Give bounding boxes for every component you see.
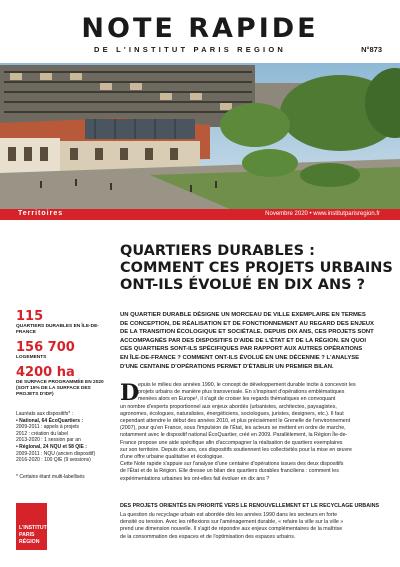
dispositifs-list (16, 411, 116, 464)
body-line: un nombre d'experts proportionnel aux enjeux abordés (urbanistes, architectes, paysagistes, (120, 403, 337, 410)
list-item: 2013-2020 : 1 session par an (16, 437, 81, 444)
body-line: Cette Note rapide s'appuie sur l'analyse d'une centaine d'opérations issues des deux dispositifs (120, 461, 344, 468)
logo-line: RÉGION (19, 539, 40, 545)
dispositifs-heading: Lauréats aux dispositifs* : (16, 411, 73, 417)
urban-district-photo-icon (0, 63, 400, 209)
body-line: France propose une aide spécifique afin d'accompagner la réalisation de quartiers exemplaires (120, 439, 343, 446)
list-item: 2009-2011 : NQU (ancien dispositif) (16, 450, 96, 457)
masthead-subtitle: DE L'INSTITUT PARIS REGION (94, 45, 286, 54)
lead-line: CES QUARTIERS SONT-ILS SPÉCIFIQUES PAR RAPPORT AUX AUTRES OPÉRATIONS (120, 346, 363, 353)
body-line: densité ou tension. Avec les réflexions sur l'aménagement durable, « refaire la ville sur la ville » (120, 519, 344, 526)
logo-line: PARIS (19, 532, 35, 538)
headline-line: QUARTIERS DURABLES : (120, 243, 315, 259)
lead-line: DE LA TRANSITION ÉCOLOGIQUE ET SOCIÉTALE. DEPUIS DIX ANS, CES PROJETS SONT (120, 329, 374, 336)
body-text-2 (120, 512, 385, 541)
body-text (120, 382, 385, 483)
list-item: 2012 : création du label (16, 430, 68, 437)
institut-logo (16, 503, 47, 550)
masthead-title: NOTE RAPIDE (81, 13, 319, 44)
body-line: expérimentations urbaines les ont-elles fait évoluer en dix ans ? (120, 475, 270, 482)
lead-paragraph (120, 311, 382, 371)
headline-line: ONT-ILS ÉVOLUÉ EN DIX ANS ? (120, 277, 366, 293)
footnote: * Certains étant multi-labellisés (16, 474, 85, 480)
body-line: de l'État et de la Région. Elle dresse un bilan des quartiers durables franciliens : comment les (120, 468, 339, 475)
body-line: (2007), pour qu'en France, sous l'impulsion de l'État, les acteurs se mettent en ordre de marche, (120, 425, 346, 432)
list-item: 2009-2011 : appels à projets (16, 424, 80, 431)
body-line: cependant attendre le début des années 2010, et plus précisément le Grenelle de l'environnement (120, 418, 351, 425)
masthead-subline (20, 45, 382, 57)
body-line: prend une dimension nouvelle. Il s'agit de répondre aux enjeux complémentaires de la maîtrise (120, 526, 343, 533)
body-line: La question du recyclage urbain est abordée dès les années 1990 dans les secteurs en forte (120, 512, 338, 518)
key-figures (16, 310, 112, 403)
body-line: agronomes, écologues, naturalistes, énergéticiens, sociologues, juristes, designers, etc.). Il faut (120, 410, 344, 417)
body-line: d'une offre urbaine qualitative et écologique. (120, 454, 224, 461)
stat-value: 156 700 (16, 340, 75, 355)
list-item: • Régional, 24 NQU et 58 QIE : (16, 443, 87, 450)
section-label: Territoires (18, 210, 64, 217)
stat-value: 115 (16, 309, 44, 324)
issue-number: N°873 (361, 45, 382, 54)
stat-label: LOGEMENTS (16, 355, 47, 360)
body-line: epuis le milieu des années 1990, le concept de développement durable incite à concevoir les (138, 382, 356, 388)
lead-line: DE CONCEPTION, DE RÉALISATION ET DE FONCTIONNEMENT AU REGARD DES ENJEUX (120, 320, 374, 327)
lead-line: ACCOMPAGNÉS PAR DES DISPOSITIFS D'AIDE DE L'ÉTAT ET DE LA RÉGION. EN QUOI (120, 337, 366, 344)
date-and-website: Novembre 2020 • www.institutparisregion.fr (265, 210, 380, 217)
list-item: • National, 64 ÉcoQuartiers : (16, 417, 84, 424)
body-line: menées alors en Europe¹, il s'agit de croiser les regards thématiques en convoquant (138, 396, 336, 403)
section-banner (0, 209, 400, 220)
logo-line: L'INSTITUT (19, 525, 47, 531)
stat-label: DE SURFACE PROGRAMMÉE EN 2020 (SOIT 15% DE LA SURFACE DES PROJETS D'IDF) (16, 380, 104, 397)
body-line: sur son territoire. Depuis dix ans, ces dispositifs soutiennent les collectivités pour la mise en œuvre (120, 446, 352, 453)
drop-cap: D (120, 380, 140, 406)
stat-value: 4200 ha (16, 365, 75, 380)
headline-line: COMMENT CES PROJETS URBAINS (120, 260, 393, 276)
lead-line: UN QUARTIER DURABLE DÉSIGNE UN MORCEAU DE VILLE EXEMPLAIRE EN TERMES (120, 312, 366, 318)
stat-label: QUARTIERS DURABLES EN ÎLE-DE-FRANCE (16, 324, 99, 335)
body-line: projets urbains de manière plus transversale. En s'inspirant d'opérations emblématiques (138, 389, 345, 396)
lead-line: D'UNE CENTAINE D'OPÉRATIONS PERMET D'ÉTABLIR UN PREMIER BILAN. (120, 363, 334, 370)
lead-line: EN ÎLE-DE-FRANCE ? COMMENT ONT-ILS ÉVOLUÉ EN UNE DÉCENNIE ? L'ANALYSE (120, 354, 360, 361)
section-subhead: DES PROJETS ORIENTÉS EN PRIORITÉ VERS LE RENOUVELLEMENT ET LE RECYCLAGE URBAINS (120, 503, 380, 509)
body-line: de la consommation des espaces et de l'optimisation des espaces urbains. (120, 533, 296, 540)
body-line: notamment avec le dispositif national ÉcoQuartier, créé en 2009. Parallèlement, la Région Île-de- (120, 432, 348, 439)
list-item: 2016-2020 : 100 QIE (9 sessions) (16, 457, 91, 464)
headline (120, 243, 393, 294)
